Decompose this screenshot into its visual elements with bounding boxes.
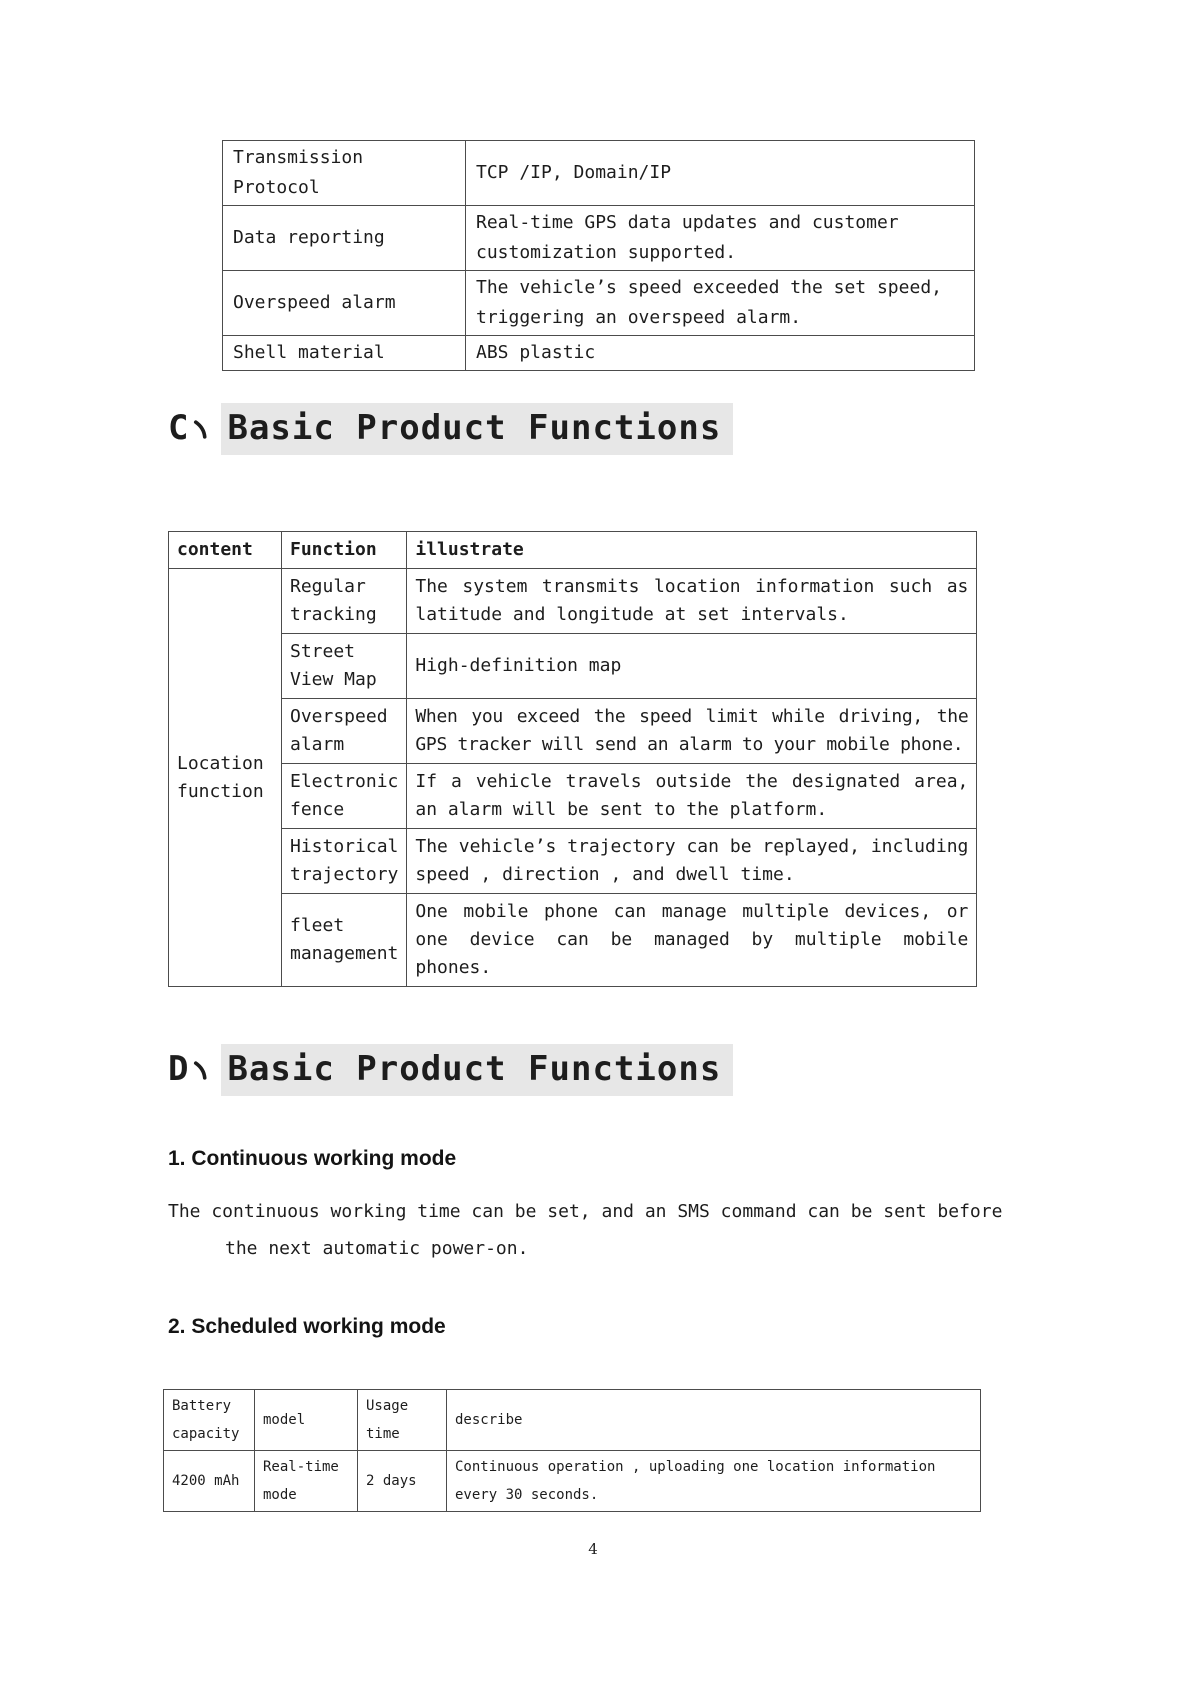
table-header-row <box>169 532 977 569</box>
function-description-cell: The system transmits location information such as latitude and longitude at set intervals. <box>407 569 977 634</box>
battery-capacity-cell: 4200 mAh <box>164 1451 255 1512</box>
battery-table <box>163 1389 981 1512</box>
spec-value: ABS plastic <box>466 336 975 371</box>
function-description-cell: The vehicle’s trajectory can be replayed, including speed , direction , and dwell time. <box>407 829 977 894</box>
section-letter: D <box>168 1049 190 1089</box>
col-header-content: content <box>169 532 282 569</box>
spec-value: The vehicle’s speed exceeded the set speed, triggering an overspeed alarm. <box>466 271 975 336</box>
table-row <box>169 699 977 764</box>
function-description-cell: One mobile phone can manage multiple devices, or one device can be managed by multiple mobile phones. <box>407 894 977 987</box>
col-header-model: model <box>255 1390 358 1451</box>
spec-label: Overspeed alarm <box>223 271 466 336</box>
table-row <box>223 141 975 206</box>
functions-table <box>168 531 977 987</box>
subsection-heading-1: 1. Continuous working mode <box>168 1147 457 1170</box>
page-number: 4 <box>588 1540 598 1558</box>
table-row <box>169 634 977 699</box>
spec-label: Data reporting <box>223 206 466 271</box>
table-row <box>164 1451 981 1512</box>
table-row <box>223 271 975 336</box>
usage-time-cell: 2 days <box>358 1451 447 1512</box>
table-row <box>169 764 977 829</box>
table-row <box>223 206 975 271</box>
col-header-illustrate: illustrate <box>407 532 977 569</box>
table-row <box>169 894 977 987</box>
col-header-describe: describe <box>447 1390 981 1451</box>
table-row <box>169 569 977 634</box>
table-header-row <box>164 1390 981 1451</box>
spec-table <box>222 140 975 371</box>
table-row <box>169 829 977 894</box>
section-heading-d <box>168 1042 1200 1097</box>
section-heading-c <box>168 401 1200 456</box>
function-description-cell: High-definition map <box>407 634 977 699</box>
table-row <box>223 336 975 371</box>
continuous-mode-paragraph: The continuous working time can be set, and an SMS command can be sent before the next automatic power-on. <box>168 1201 1003 1259</box>
function-name-cell: Regular tracking <box>282 569 407 634</box>
spec-value: TCP /IP, Domain/IP <box>466 141 975 206</box>
function-name-cell: Overspeed alarm <box>282 699 407 764</box>
model-cell: Real-time mode <box>255 1451 358 1512</box>
function-description-cell: If a vehicle travels outside the designated area, an alarm will be sent to the platform. <box>407 764 977 829</box>
function-name-cell: Historical trajectory <box>282 829 407 894</box>
function-description-cell: When you exceed the speed limit while driving, the GPS tracker will send an alarm to your mobile phone. <box>407 699 977 764</box>
spec-label: Transmission Protocol <box>223 141 466 206</box>
col-header-function: Function <box>282 532 407 569</box>
function-name-cell: fleet management <box>282 894 407 987</box>
section-letter: C <box>168 408 190 448</box>
ideographic-comma-icon <box>189 405 219 439</box>
spec-label: Shell material <box>223 336 466 371</box>
col-header-battery-capacity: Battery capacity <box>164 1390 255 1451</box>
subsection-heading-2: 2. Scheduled working mode <box>168 1315 446 1338</box>
group-label-location-function: Location function <box>169 569 282 987</box>
spec-value: Real-time GPS data updates and customer customization supported. <box>466 206 975 271</box>
describe-cell: Continuous operation , uploading one location information every 30 seconds. <box>447 1451 981 1512</box>
col-header-usage-time: Usage time <box>358 1390 447 1451</box>
section-title-highlight: Basic Product Functions <box>221 1044 733 1096</box>
ideographic-comma-icon <box>189 1046 219 1080</box>
function-name-cell: Electronic fence <box>282 764 407 829</box>
function-name-cell: Street View Map <box>282 634 407 699</box>
section-title-highlight: Basic Product Functions <box>221 403 733 455</box>
